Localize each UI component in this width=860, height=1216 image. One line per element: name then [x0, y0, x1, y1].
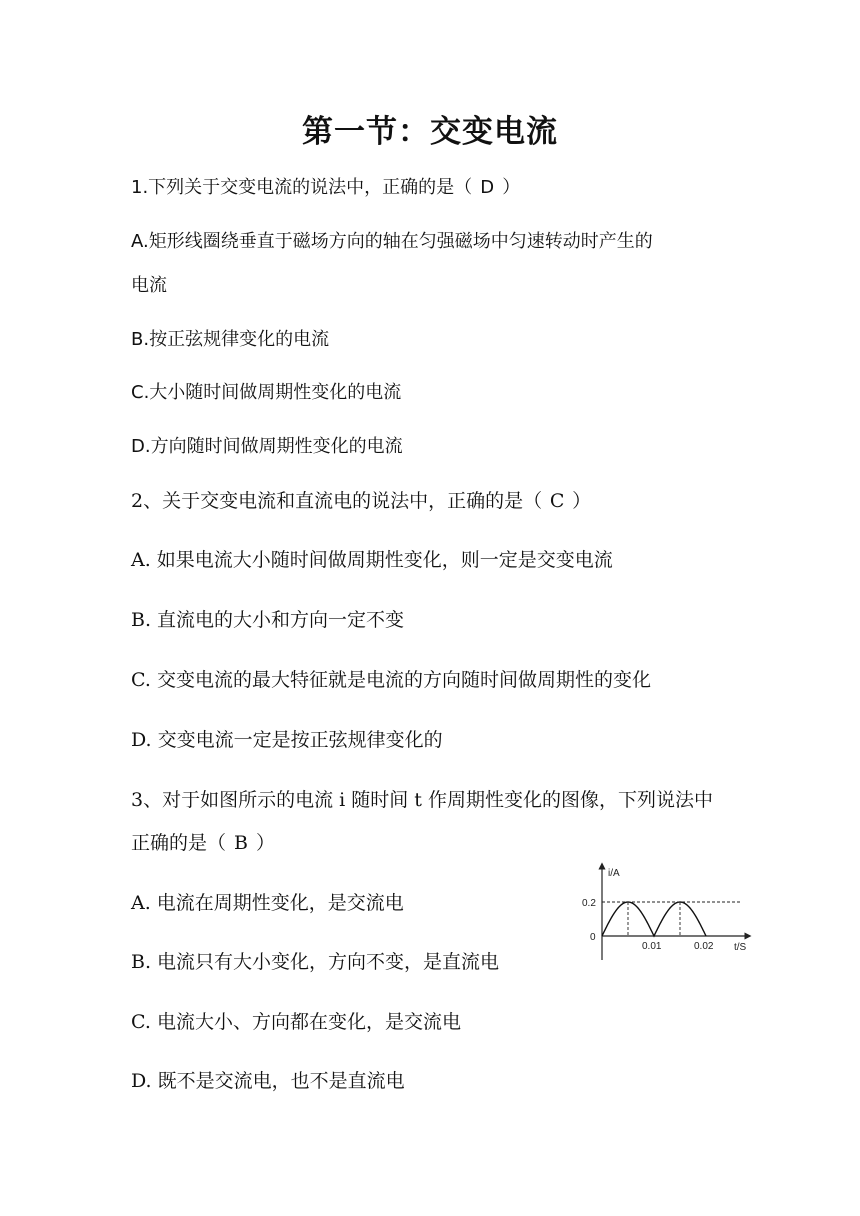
question-3-answer: B [234, 832, 248, 854]
page-title: 第一节：交变电流 [302, 114, 558, 150]
question-1-answer: D [480, 177, 495, 198]
question-1-text: 1.下列关于交变电流的说法中，正确的是（ [131, 177, 473, 198]
question-3-close: ） [256, 832, 276, 854]
question-2-answer: C [549, 490, 565, 512]
question-3-option-d: D. 既不是交流电，也不是直流电 [131, 1070, 405, 1092]
question-1-option-d: D.方向随时间做周期性变化的电流 [131, 436, 403, 457]
x-tick-label-1: 0.01 [642, 941, 662, 952]
question-1-close: ） [502, 177, 521, 198]
question-1-option-b: B.按正弦规律变化的电流 [131, 329, 330, 350]
question-2-option-d: D. 交变电流一定是按正弦规律变化的 [131, 729, 443, 751]
question-3-option-b: B. 电流只有大小变化，方向不变，是直流电 [131, 951, 500, 973]
origin-label: 0 [590, 932, 596, 943]
question-3-text: 正确的是（ [131, 832, 227, 854]
question-3-option-c: C. 电流大小、方向都在变化，是交流电 [131, 1011, 461, 1033]
question-3-stem [131, 830, 275, 856]
question-1-option-c: C.大小随时间做周期性变化的电流 [131, 382, 402, 403]
current-time-graph [578, 862, 758, 962]
question-2-option-b: B. 直流电的大小和方向一定不变 [131, 609, 405, 631]
x-tick-label-2: 0.02 [694, 941, 714, 952]
question-1-option-a-cont: 电流 [131, 275, 167, 296]
question-2-option-a: A. 如果电流大小随时间做周期性变化，则一定是交变电流 [131, 549, 613, 571]
x-axis-label: t/S [734, 942, 747, 953]
y-axis-label: i/A [608, 868, 620, 879]
y-tick-label: 0.2 [582, 898, 596, 909]
question-1-stem [131, 175, 520, 201]
question-3-option-a: A. 电流在周期性变化，是交流电 [131, 892, 404, 914]
question-2-option-c: C. 交变电流的最大特征就是电流的方向随时间做周期性的变化 [131, 669, 651, 691]
question-3-stem-line-1: 3、对于如图所示的电流 i 随时间 t 作周期性变化的图像，下列说法中 [131, 789, 713, 811]
question-2-stem [131, 488, 591, 514]
current-curve [602, 902, 706, 936]
question-1-option-a: A.矩形线圈绕垂直于磁场方向的轴在匀强磁场中匀速转动时产生的 [131, 231, 653, 252]
question-2-close: ） [572, 490, 592, 512]
question-2-text: 2、关于交变电流和直流电的说法中，正确的是（ [131, 490, 543, 512]
